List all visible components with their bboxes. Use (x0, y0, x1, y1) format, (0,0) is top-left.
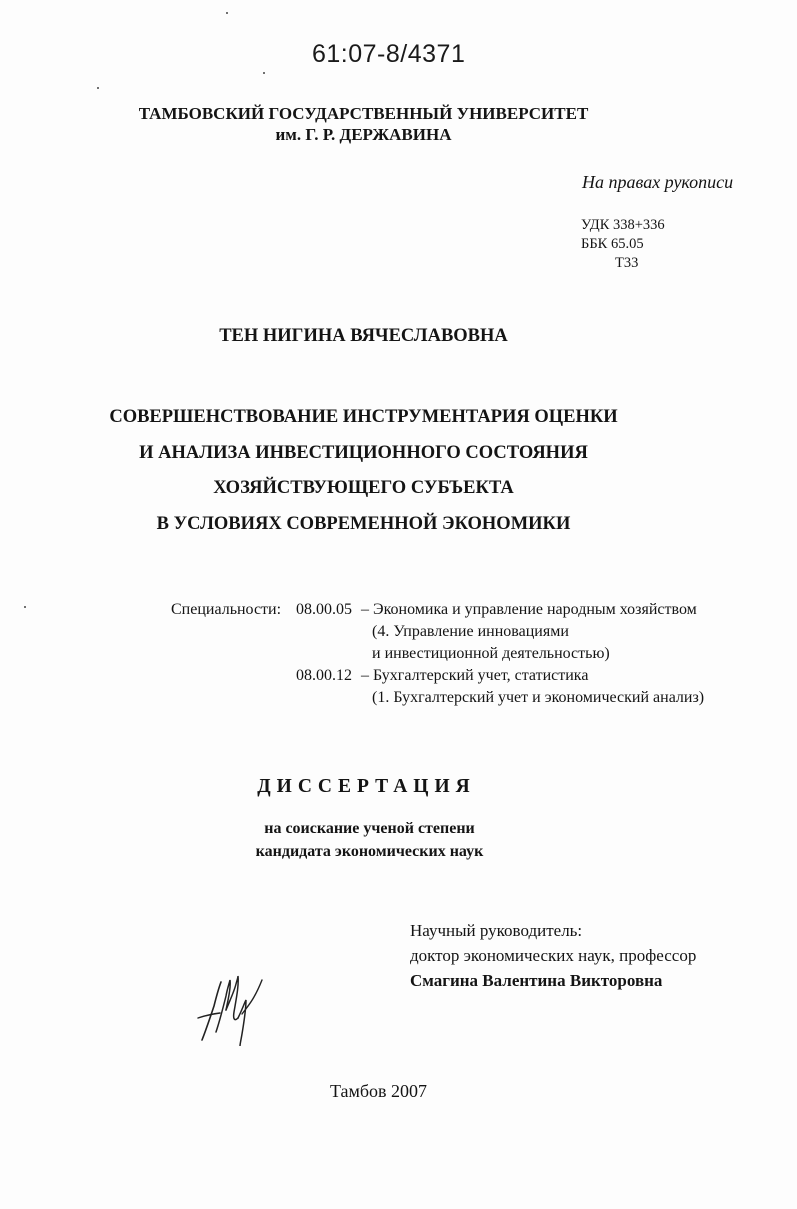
specialty-1-detail-line-2: и инвестиционной деятельностью) (372, 645, 610, 662)
institution-line-2: им. Г. Р. ДЕРЖАВИНА (275, 125, 452, 144)
supervisor-block (410, 918, 696, 993)
title-line: ХОЗЯЙСТВУЮЩЕГО СУБЪЕКТА (213, 478, 514, 498)
specialty-2-name: – Бухгалтерский учет, статистика (361, 667, 589, 684)
author-name-text: ТЕН НИГИНА ВЯЧЕСЛАВОВНА (219, 326, 508, 346)
degree-line-1: на соискание ученой степени (264, 820, 475, 837)
author-mark: Т33 (615, 255, 639, 271)
scan-speck (24, 606, 26, 608)
supervisor-name: Смагина Валентина Викторовна (410, 971, 663, 990)
manuscript-rights: На правах рукописи (582, 172, 734, 192)
scan-speck (97, 87, 99, 89)
udk-code: УДК 338+336 (581, 217, 665, 233)
city-year-text: Тамбов 2007 (329, 1081, 428, 1101)
institution-line-1: ТАМБОВСКИЙ ГОСУДАРСТВЕННЫЙ УНИВЕРСИТЕТ (138, 104, 589, 123)
title-line: СОВЕРШЕНСТВОВАНИЕ ИНСТРУМЕНТАРИЯ ОЦЕНКИ (109, 407, 618, 427)
degree-block (0, 817, 797, 863)
specialty-1-name: – Экономика и управление народным хозяйством (361, 601, 697, 618)
title-line: И АНАЛИЗА ИНВЕСТИЦИОННОГО СОСТОЯНИЯ (139, 442, 588, 463)
scan-speck (226, 12, 228, 14)
specialty-2-detail: (1. Бухгалтерский учет и экономический анализ) (372, 689, 705, 706)
bbk-code: ББК 65.05 (581, 236, 644, 252)
dissertation-label (0, 776, 797, 798)
specialty-2-code: 08.00.12 (296, 667, 352, 684)
dissertation-title (0, 400, 797, 542)
specialty-1-code: 08.00.05 (296, 601, 352, 618)
scan-speck (263, 72, 265, 74)
city-year (0, 1081, 797, 1102)
handwritten-signature (196, 970, 268, 1046)
classification-block (581, 216, 665, 273)
supervisor-label: Научный руководитель: (410, 921, 583, 940)
archive-code: 61:07-8/4371 (312, 40, 466, 68)
dissertation-label-text: ДИССЕРТАЦИЯ (257, 776, 476, 797)
supervisor-title: доктор экономических наук, профессор (410, 946, 697, 965)
degree-line-2: кандидата экономических наук (255, 843, 484, 860)
title-line: В УСЛОВИЯХ СОВРЕМЕННОЙ ЭКОНОМИКИ (156, 513, 571, 534)
specialties-label: Специальности: (171, 601, 282, 618)
institution-name (0, 103, 797, 145)
author-name (0, 326, 797, 347)
specialty-1-detail-line-1: (4. Управление инновациями (372, 623, 569, 640)
